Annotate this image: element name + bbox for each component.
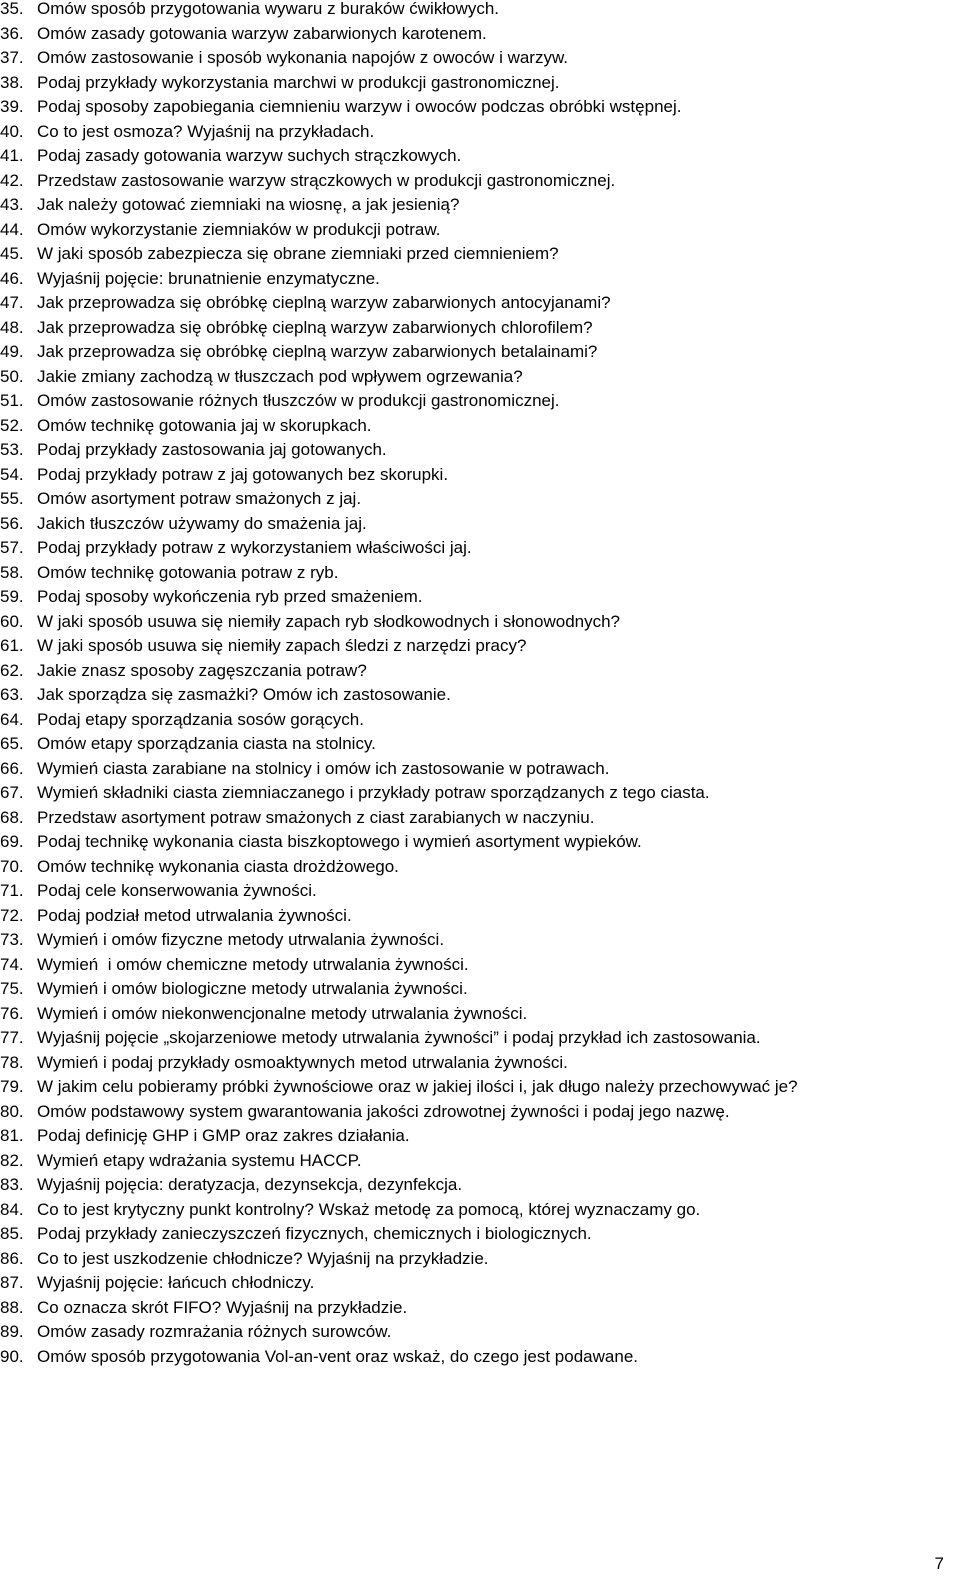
question-item <box>0 340 950 365</box>
question-number: 81. <box>0 1126 24 1145</box>
question-item <box>0 977 950 1002</box>
question-item <box>0 22 950 47</box>
question-item <box>0 242 950 267</box>
question-text: Wymień i omów fizyczne metody utrwalania żywności. <box>37 930 445 949</box>
question-number: 57. <box>0 538 24 557</box>
question-number: 36. <box>0 23 24 43</box>
question-number: 89. <box>0 1322 24 1341</box>
question-text: Omów sposób przygotowania wywaru z buraków ćwikłowych. <box>37 0 500 18</box>
question-text: Wyjaśnij pojęcie „skojarzeniowe metody utrwalania żywności” i podaj przykład ich zastosowania. <box>37 1028 761 1047</box>
question-item <box>0 1002 950 1027</box>
question-number: 72. <box>0 905 24 925</box>
question-text: Podaj przykłady wykorzystania marchwi w produkcji gastronomicznej. <box>37 72 560 92</box>
question-item <box>0 634 950 659</box>
question-item <box>0 1100 950 1125</box>
question-item <box>0 928 950 953</box>
question-number: 59. <box>0 587 24 606</box>
question-item <box>0 1222 950 1247</box>
question-number: 48. <box>0 317 24 337</box>
question-number: 82. <box>0 1150 24 1170</box>
question-text: Omów sposób przygotowania Vol-an-vent oraz wskaż, do czego jest podawane. <box>37 1346 638 1366</box>
question-text: Omów zasady rozmrażania różnych surowców. <box>37 1322 392 1341</box>
question-number: 71. <box>0 881 24 900</box>
question-number: 74. <box>0 954 24 974</box>
question-text: W jaki sposób usuwa się niemiły zapach ryb słodkowodnych i słonowodnych? <box>37 611 621 631</box>
question-item <box>0 732 950 757</box>
question-text: Omów zastosowanie i sposób wykonania napojów z owoców i warzyw. <box>37 48 569 67</box>
question-item <box>0 193 950 218</box>
question-item <box>0 1345 950 1370</box>
question-item <box>0 806 950 831</box>
question-item <box>0 659 950 684</box>
question-item <box>0 953 950 978</box>
question-text: Wymień i omów chemiczne metody utrwalania żywności. <box>37 954 469 974</box>
question-text: Jak sporządza się zasmażki? Omów ich zastosowanie. <box>37 685 451 704</box>
question-number: 58. <box>0 562 24 582</box>
question-item <box>0 536 950 561</box>
question-number: 80. <box>0 1101 24 1121</box>
question-number: 90. <box>0 1346 24 1366</box>
question-number: 54. <box>0 464 24 484</box>
question-item <box>0 365 950 390</box>
question-text: Podaj technikę wykonania ciasta biszkoptowego i wymień asortyment wypieków. <box>37 832 642 851</box>
question-number: 49. <box>0 342 24 361</box>
question-number: 84. <box>0 1199 24 1219</box>
question-text: Co oznacza skrót FIFO? Wyjaśnij na przykładzie. <box>37 1297 408 1317</box>
question-item <box>0 1149 950 1174</box>
question-item <box>0 218 950 243</box>
question-text: Wymień ciasta zarabiane na stolnicy i omów ich zastosowanie w potrawach. <box>37 758 610 778</box>
question-number: 56. <box>0 513 24 533</box>
question-number: 86. <box>0 1248 24 1268</box>
question-text: Podaj podział metod utrwalania żywności. <box>37 905 352 925</box>
question-number: 41. <box>0 146 24 165</box>
question-number: 64. <box>0 709 24 729</box>
question-item <box>0 46 950 71</box>
question-text: Wyjaśnij pojęcie: brunatnienie enzymatyczne. <box>37 268 380 288</box>
question-text: Omów asortyment potraw smażonych z jaj. <box>37 489 362 508</box>
question-item <box>0 1296 950 1321</box>
question-text: Omów technikę wykonania ciasta drożdżowego. <box>37 856 399 876</box>
question-number: 60. <box>0 611 24 631</box>
question-text: Wymień etapy wdrażania systemu HACCP. <box>37 1150 362 1170</box>
question-text: Wyjaśnij pojęcie: łańcuch chłodniczy. <box>37 1273 315 1292</box>
question-number: 69. <box>0 832 24 851</box>
question-item <box>0 267 950 292</box>
question-item <box>0 144 950 169</box>
question-text: Wyjaśnij pojęcia: deratyzacja, dezynsekcja, dezynfekcja. <box>37 1175 463 1194</box>
question-number: 75. <box>0 979 24 998</box>
question-text: W jakim celu pobieramy próbki żywnościowe oraz w jakiej ilości i, jak długo należy przechowywać je? <box>37 1077 798 1096</box>
question-number: 87. <box>0 1273 24 1292</box>
page-number: 7 <box>934 1554 944 1573</box>
question-number: 67. <box>0 783 24 802</box>
question-text: Omów technikę gotowania potraw z ryb. <box>37 562 339 582</box>
question-item <box>0 855 950 880</box>
question-text: Co to jest uszkodzenie chłodnicze? Wyjaśnij na przykładzie. <box>37 1248 489 1268</box>
question-text: Wymień składniki ciasta ziemniaczanego i przykłady potraw sporządzanych z tego ciasta. <box>37 783 710 802</box>
question-item <box>0 71 950 96</box>
question-item <box>0 0 950 22</box>
question-text: Podaj przykłady zastosowania jaj gotowanych. <box>37 440 387 459</box>
question-item <box>0 708 950 733</box>
question-text: Jak przeprowadza się obróbkę cieplną warzyw zabarwionych betalainami? <box>37 342 598 361</box>
question-item <box>0 683 950 708</box>
question-item <box>0 1124 950 1149</box>
question-item <box>0 316 950 341</box>
question-number: 45. <box>0 244 24 263</box>
question-number: 83. <box>0 1175 24 1194</box>
question-item <box>0 1198 950 1223</box>
question-text: Omów podstawowy system gwarantowania jakości zdrowotnej żywności i podaj jego nazwę. <box>37 1101 730 1121</box>
question-item <box>0 438 950 463</box>
question-number: 37. <box>0 48 24 67</box>
question-item <box>0 95 950 120</box>
question-text: Jakie zmiany zachodzą w tłuszczach pod wpływem ogrzewania? <box>37 366 523 386</box>
question-number: 43. <box>0 195 24 214</box>
question-number: 79. <box>0 1077 24 1096</box>
question-number: 70. <box>0 856 24 876</box>
question-text: W jaki sposób usuwa się niemiły zapach śledzi z narzędzi pracy? <box>37 636 527 655</box>
question-text: Podaj sposoby zapobiegania ciemnieniu warzyw i owoców podczas obróbki wstępnej. <box>37 97 682 116</box>
question-item <box>0 1026 950 1051</box>
question-text: W jaki sposób zabezpiecza się obrane ziemniaki przed ciemnieniem? <box>37 244 559 263</box>
question-text: Jak przeprowadza się obróbkę cieplną warzyw zabarwionych chlorofilem? <box>37 317 593 337</box>
question-item <box>0 610 950 635</box>
question-item <box>0 291 950 316</box>
question-item <box>0 830 950 855</box>
question-number: 39. <box>0 97 24 116</box>
question-text: Omów zasady gotowania warzyw zabarwionych karotenem. <box>37 23 487 43</box>
question-text: Podaj sposoby wykończenia ryb przed smażeniem. <box>37 587 423 606</box>
question-number: 77. <box>0 1028 24 1047</box>
question-text: Przedstaw zastosowanie warzyw strączkowych w produkcji gastronomicznej. <box>37 170 616 190</box>
question-number: 42. <box>0 170 24 190</box>
question-text: Podaj przykłady potraw z jaj gotowanych bez skorupki. <box>37 464 449 484</box>
question-item <box>0 879 950 904</box>
question-item <box>0 487 950 512</box>
question-number: 50. <box>0 366 24 386</box>
question-number: 35. <box>0 0 24 18</box>
question-item <box>0 169 950 194</box>
question-number: 66. <box>0 758 24 778</box>
question-number: 52. <box>0 415 24 435</box>
question-item <box>0 585 950 610</box>
question-text: Omów etapy sporządzania ciasta na stolnicy. <box>37 734 376 753</box>
question-text: Omów zastosowanie różnych tłuszczów w produkcji gastronomicznej. <box>37 391 560 410</box>
question-text: Jak przeprowadza się obróbkę cieplną warzyw zabarwionych antocyjanami? <box>37 293 611 312</box>
question-number: 85. <box>0 1224 24 1243</box>
question-number: 40. <box>0 121 24 141</box>
question-text: Wymień i omów biologiczne metody utrwalania żywności. <box>37 979 468 998</box>
question-text: Co to jest krytyczny punkt kontrolny? Wskaż metodę za pomocą, której wyznaczamy go. <box>37 1199 701 1219</box>
question-item <box>0 1075 950 1100</box>
question-item <box>0 1320 950 1345</box>
question-text: Omów technikę gotowania jaj w skorupkach. <box>37 415 372 435</box>
question-text: Podaj zasady gotowania warzyw suchych strączkowych. <box>37 146 462 165</box>
question-number: 38. <box>0 72 24 92</box>
question-text: Jakich tłuszczów używamy do smażenia jaj. <box>37 513 367 533</box>
question-item <box>0 463 950 488</box>
question-text: Jakie znasz sposoby zagęszczania potraw? <box>37 660 367 680</box>
question-item <box>0 1051 950 1076</box>
question-number: 61. <box>0 636 24 655</box>
question-text: Przedstaw asortyment potraw smażonych z ciast zarabianych w naczyniu. <box>37 807 595 827</box>
question-text: Podaj przykłady potraw z wykorzystaniem właściwości jaj. <box>37 538 472 557</box>
question-text: Wymień i omów niekonwencjonalne metody utrwalania żywności. <box>37 1003 528 1023</box>
question-item <box>0 1247 950 1272</box>
question-number: 65. <box>0 734 24 753</box>
question-item <box>0 1173 950 1198</box>
question-number: 46. <box>0 268 24 288</box>
question-item <box>0 120 950 145</box>
question-text: Co to jest osmoza? Wyjaśnij na przykładach. <box>37 121 375 141</box>
question-text: Podaj definicję GHP i GMP oraz zakres działania. <box>37 1126 410 1145</box>
question-item <box>0 512 950 537</box>
question-number: 62. <box>0 660 24 680</box>
question-item <box>0 1271 950 1296</box>
question-number: 47. <box>0 293 24 312</box>
question-number: 53. <box>0 440 24 459</box>
question-item <box>0 781 950 806</box>
question-text: Podaj cele konserwowania żywności. <box>37 881 317 900</box>
question-number: 63. <box>0 685 24 704</box>
question-item <box>0 389 950 414</box>
question-number: 78. <box>0 1052 24 1072</box>
question-number: 51. <box>0 391 24 410</box>
question-number: 44. <box>0 219 24 239</box>
question-number: 68. <box>0 807 24 827</box>
question-text: Wymień i podaj przykłady osmoaktywnych metod utrwalania żywności. <box>37 1052 568 1072</box>
question-number: 88. <box>0 1297 24 1317</box>
question-text: Jak należy gotować ziemniaki na wiosnę, a jak jesienią? <box>37 195 460 214</box>
question-text: Podaj etapy sporządzania sosów gorących. <box>37 709 364 729</box>
question-item <box>0 904 950 929</box>
question-item <box>0 561 950 586</box>
question-text: Omów wykorzystanie ziemniaków w produkcji potraw. <box>37 219 441 239</box>
question-number: 76. <box>0 1003 24 1023</box>
question-number: 55. <box>0 489 24 508</box>
question-number: 73. <box>0 930 24 949</box>
question-item <box>0 757 950 782</box>
question-text: Podaj przykłady zanieczyszczeń fizycznych, chemicznych i biologicznych. <box>37 1224 592 1243</box>
question-item <box>0 414 950 439</box>
